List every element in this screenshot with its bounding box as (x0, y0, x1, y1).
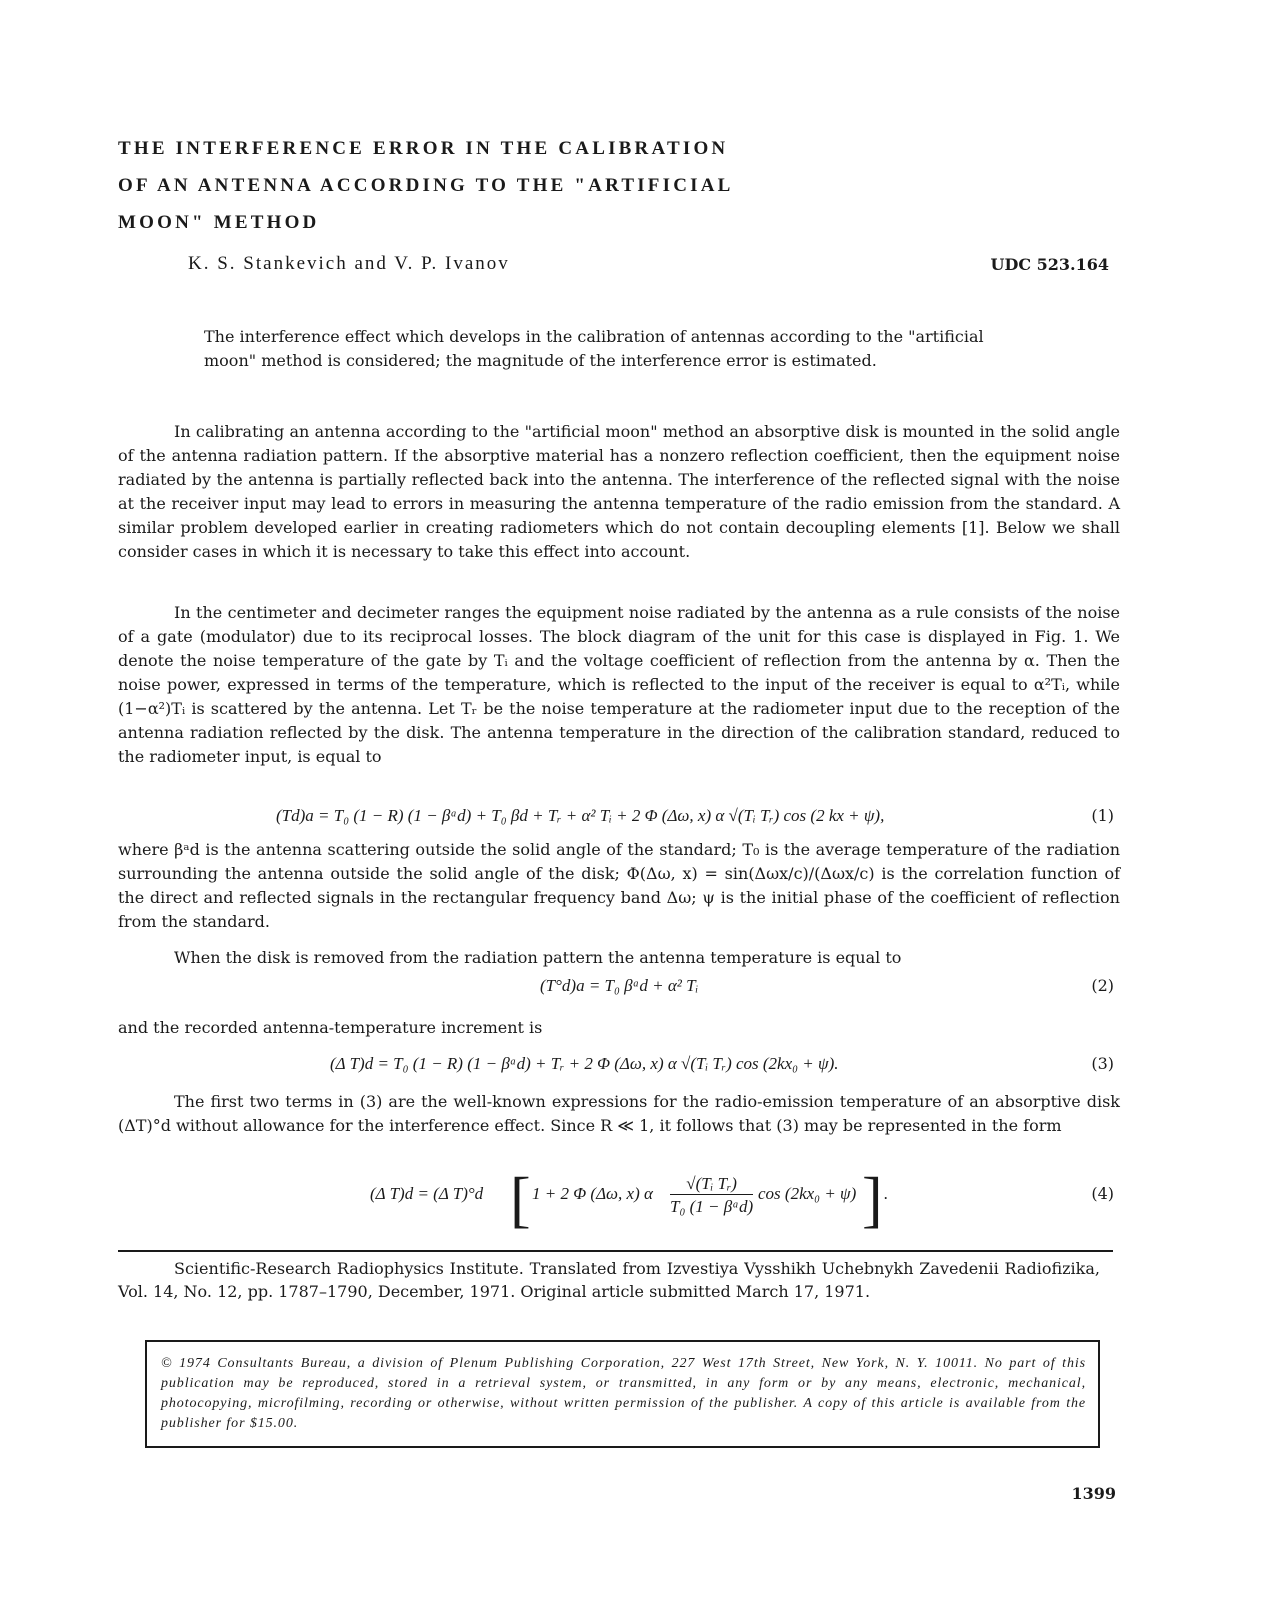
equation-3-number: (3) (1091, 1054, 1114, 1073)
fraction-numerator: √(Tᵢ Tᵣ) (670, 1174, 753, 1195)
equation-4-inner-right: cos (2kx₀ + ψ) (758, 1184, 857, 1203)
equation-2 (118, 972, 1120, 1002)
page-number: 1399 (1071, 1484, 1116, 1503)
equation-4-tail: . (884, 1184, 889, 1203)
left-bracket: [ (510, 1166, 531, 1234)
equation-4-number: (4) (1091, 1184, 1114, 1203)
title-line-3: MOON" METHOD (118, 212, 320, 233)
paragraph-5: and the recorded antenna-temperature increment is (118, 1018, 543, 1037)
paragraph-3: where βᵃd is the antenna scattering outside the solid angle of the standard; T₀ is the average temperature of the radiation surrounding the antenna outside the solid angle of the disk; Φ(Δω, x) = sin(Δωx/c)/(Δωx/c) is the correlation function of the direct and reflected signals in the rectangular frequency band Δω; ψ is the initial phase of the coefficient of reflection from the standard. (118, 840, 1120, 931)
fraction-denominator: T₀ (1 − βᵃd) (670, 1197, 754, 1216)
footnote-divider (118, 1250, 1113, 1252)
equation-4-inner-left: 1 + 2 Φ (Δω, x) α (532, 1184, 653, 1203)
udc-code: UDC 523.164 (990, 255, 1109, 274)
abstract: The interference effect which develops in the calibration of antennas according to the "artificial moon" method is considered; the magnitude of the interference error is estimated. (204, 327, 984, 370)
equation-1 (118, 802, 1120, 832)
article-title (118, 130, 734, 241)
equation-1-expression: (Td)a = T₀ (1 − R) (1 − βᵃd) + T₀ βd + Tᵣ + α² Tᵢ + 2 Φ (Δω, x) α √(Tᵢ Tᵣ) cos (2 kx + ψ), (276, 806, 885, 825)
paragraph-1: In calibrating an antenna according to the "artificial moon" method an absorptive disk is mounted in the solid angle of the antenna radiation pattern. If the absorptive material has a nonzero reflection coefficient, then the equipment noise radiated by the antenna is partially reflected back into the antenna. The interference of the reflected signal with the noise at the receiver input may lead to errors in measuring the antenna temperature of the radio emission from the standard. A similar problem developed earlier in creating radiometers which do not contain decoupling elements [1]. Below we shall consider cases in which it is necessary to take this effect into account. (118, 422, 1120, 561)
equation-3 (118, 1050, 1120, 1080)
equation-4 (118, 1166, 1120, 1234)
affiliation-footnote: Scientific-Research Radiophysics Institute. Translated from Izvestiya Vysshikh Uchebnykh Zavedenii Radiofizika, Vol. 14, No. 12, pp. 1787–1790, December, 1971. Original article submitted March 17, 1971. (118, 1259, 1100, 1301)
equation-1-number: (1) (1091, 806, 1114, 825)
title-line-2: OF AN ANTENNA ACCORDING TO THE "ARTIFICIAL (118, 175, 734, 196)
copyright-notice: © 1974 Consultants Bureau, a division of Plenum Publishing Corporation, 227 West 17th Street, New York, N. Y. 10011. No part of this publication may be reproduced, stored in a retrieval system, or transmitted, in any form or by any means, electronic, mechanical, photocopying, microfilming, recording or otherwise, without written permission of the publisher. A copy of this article is available from the publisher for $15.00. (145, 1340, 1100, 1448)
title-line-1: THE INTERFERENCE ERROR IN THE CALIBRATION (118, 138, 729, 159)
authors: K. S. Stankevich and V. P. Ivanov (188, 253, 510, 274)
equation-4-fraction (670, 1174, 753, 1217)
equation-2-expression: (T°d)a = T₀ βᵃd + α² Tᵢ (540, 976, 699, 995)
paragraph-2: In the centimeter and decimeter ranges the equipment noise radiated by the antenna as a rule consists of the noise of a gate (modulator) due to its reciprocal losses. The block diagram of the unit for this case is displayed in Fig. 1. We denote the noise temperature of the gate by Tᵢ and the voltage coefficient of reflection from the antenna by α. Then the noise power, expressed in terms of the temperature, which is reflected to the input of the receiver is equal to α²Tᵢ, while (1−α²)Tᵢ is scattered by the antenna. Let Tᵣ be the noise temperature at the radiometer input due to the reception of the antenna radiation reflected by the disk. The antenna temperature in the direction of the calibration standard, reduced to the radiometer input, is equal to (118, 603, 1120, 766)
paragraph-6: The first two terms in (3) are the well-known expressions for the radio-emission temperature of an absorptive disk (ΔT)°d without allowance for the interference effect. Since R ≪ 1, it follows that (3) may be represented in the form (118, 1092, 1120, 1135)
equation-2-number: (2) (1091, 976, 1114, 995)
paragraph-4: When the disk is removed from the radiation pattern the antenna temperature is equal to (174, 948, 902, 967)
equation-4-lhs: (Δ T)d = (Δ T)°d (370, 1184, 484, 1203)
right-bracket: ] (862, 1166, 883, 1234)
equation-3-expression: (Δ T)d = T₀ (1 − R) (1 − βᵃd) + Tᵣ + 2 Φ (Δω, x) α √(Tᵢ Tᵣ) cos (2kx₀ + ψ). (330, 1054, 839, 1073)
